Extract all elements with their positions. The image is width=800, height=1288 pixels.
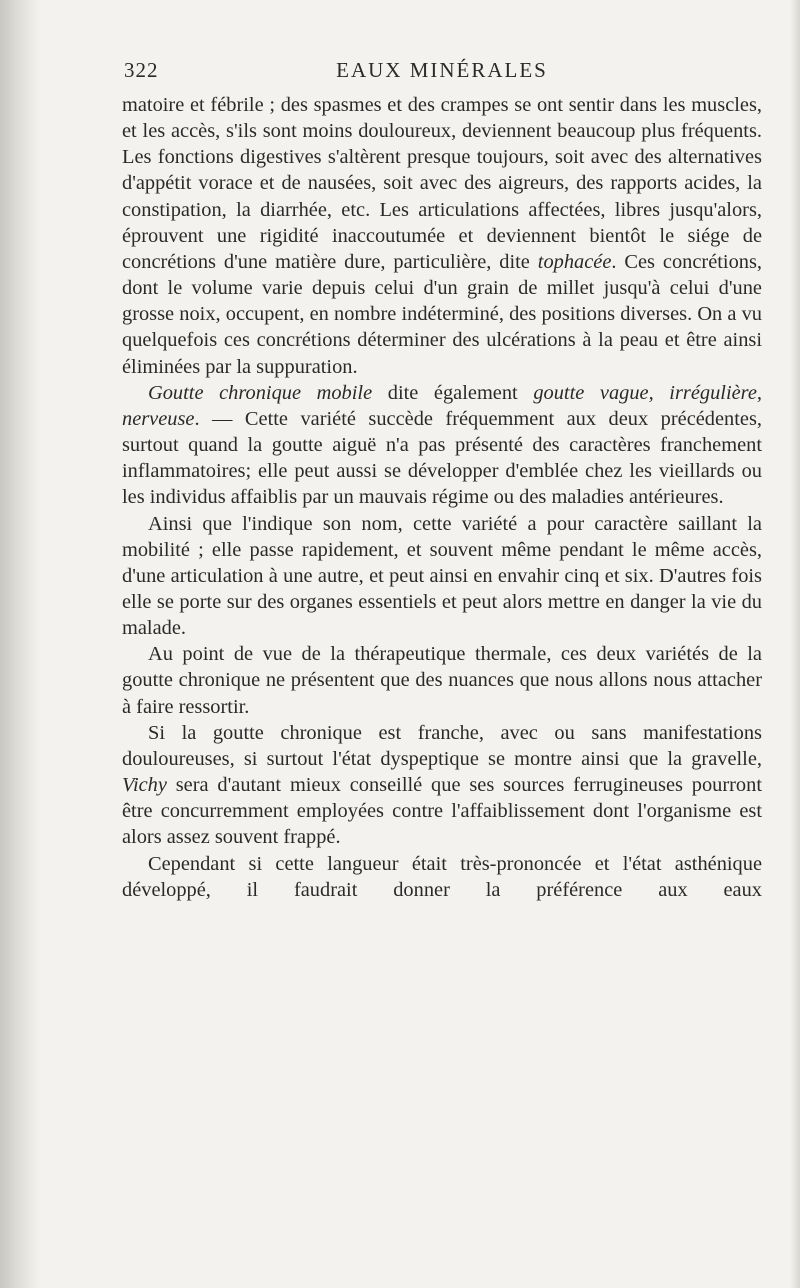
page-number: 322 <box>124 58 159 82</box>
page-edge-shadow <box>790 0 800 1288</box>
italic-term: goutte vague, irrégulière, nerveuse <box>122 381 762 430</box>
text-run: Ainsi que l'indique son nom, cette variété a pour caractère saillant la mobilité ; elle passe rapidement, et souvent même pendant le même accès, d'une articulation à une autre, et peut ainsi en envahir cinq et six. D'autres fois elle se porte sur des organes essentiels et peut alors mettre en danger la vie du malade. <box>122 512 762 640</box>
book-spine-shadow <box>0 0 40 1288</box>
paragraph <box>122 641 762 719</box>
text-run: . — Cette variété succède fréquemment aux deux précédentes, surtout quand la goutte aiguë n'a pas présenté des caractères franchement inflammatoires; elle peut aussi se développer d'emblée chez les vieillards ou les individus affaiblis par un mauvais régime ou des maladies antérieures. <box>122 407 762 509</box>
text-run: dite également <box>372 381 534 404</box>
italic-term: Goutte chronique mobile <box>148 381 373 404</box>
italic-term: tophacée <box>537 250 612 273</box>
text-run: . Ces concrétions, dont le volume varie depuis celui d'un grain de millet jusqu'à celui d'une grosse noix, occupent, en nombre indéterminé, des positions diverses. On a vu quelquefois ces concrétions déterminer des ulcérations à la peau et être ainsi éliminées par la suppuration. <box>122 250 762 378</box>
paragraph <box>122 851 762 903</box>
paragraph <box>122 92 762 380</box>
running-title: EAUX MINÉRALES <box>336 58 548 82</box>
paragraph <box>122 380 762 511</box>
running-header <box>122 58 762 88</box>
paragraph <box>122 511 762 642</box>
text-run: sera d'autant mieux conseillé que ses sources ferrugineuses pourront être concurremment employées contre l'affaiblissement dont l'organisme est alors assez souvent frappé. <box>122 774 762 849</box>
text-run: Cependant si cette langueur était très-prononcée et l'état asthénique développé, il faudrait donner la préférence aux eaux <box>122 852 762 901</box>
body-text <box>122 92 762 903</box>
text-run: Si la goutte chronique est franche, avec ou sans manifestations douloureuses, si surtout l'état dyspeptique se montre ainsi que la gravelle, <box>122 721 762 770</box>
italic-term: Vichy <box>122 774 167 797</box>
book-page <box>122 58 762 903</box>
text-run: matoire et fébrile ; des spasmes et des crampes se ont sentir dans les muscles, et les accès, s'ils sont moins douloureux, deviennent beaucoup plus fréquents. Les fonctions digestives s'altèrent presque toujours, soit avec des alternatives d'appétit vorace et de nausées, soit avec des aigreurs, des rapports acides, la constipation, la diarrhée, etc. Les articulations affectées, libres jusqu'alors, éprouvent une rigidité inaccoutumée et deviennent bientôt le siége de concrétions d'une matière dure, particulière, dite <box>122 94 762 273</box>
text-run: Au point de vue de la thérapeutique thermale, ces deux variétés de la goutte chronique ne présentent que des nuances que nous allons nous attacher à faire ressortir. <box>122 643 762 718</box>
paragraph <box>122 720 762 851</box>
